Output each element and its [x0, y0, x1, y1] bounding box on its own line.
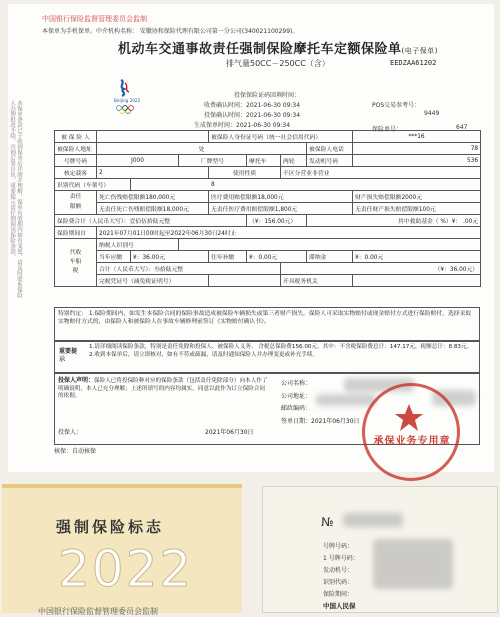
company-name: 公司名称：	[281, 380, 312, 387]
death-limit-noliab: 无责任死亡伤残赔偿限额18,000元	[97, 203, 209, 215]
policy-number: 647	[456, 124, 468, 131]
issue-time: 生成保单时间：2021-06-30 09:34	[194, 122, 291, 129]
tax-office-label: 开具税务机关	[281, 275, 353, 287]
brand-value: 摩托车	[247, 155, 281, 167]
insurance-mark-back	[262, 486, 498, 613]
bike-type: 两轮	[281, 155, 307, 167]
limit-label: 限额	[69, 203, 82, 210]
taxpayer-id-label: 纳税人识别号	[97, 239, 179, 251]
premium-total-amount: （¥：156.00元）	[247, 215, 307, 227]
liability-limit-label	[55, 191, 97, 215]
medical-limit: 医疗费用赔偿限额18,000元	[209, 191, 353, 203]
regulator-label: 中国银行保险监督管理委员会监制	[42, 15, 147, 23]
rescue-fund: 其中救助基金（ %）¥： .00元	[307, 215, 481, 227]
mark-period: 保险期间：	[323, 591, 354, 598]
phone-label: 被保险人电话	[307, 143, 353, 155]
insured-id-value: ***16	[353, 131, 481, 143]
period-value: 2021年07月01日00时起至2022年06月30日24时止	[97, 227, 481, 239]
current-tax-label: 当年应缴	[97, 251, 131, 263]
postcode: 邮政编码：	[281, 405, 312, 413]
mark-title: 强制保险标志	[56, 518, 165, 536]
mark-plate: 号牌号码：	[323, 543, 354, 550]
current-tax-value: ¥：36.00元	[131, 251, 209, 263]
star-icon	[394, 403, 424, 433]
redaction	[316, 394, 376, 406]
important-notice	[54, 341, 480, 373]
medical-limit-noliab: 无责任医疗费用赔偿限额1,800元	[209, 203, 353, 215]
engine-value: 536	[353, 155, 481, 167]
address-label: 被保险人地址	[55, 143, 97, 155]
plate-label: 号牌号码	[55, 155, 97, 167]
liability-label: 责任	[69, 194, 82, 201]
tax-office-value	[353, 275, 481, 287]
late-fee-label: 滞纳金	[307, 251, 353, 263]
policy-code: 9449	[424, 110, 440, 117]
intermediary-line: 本保单为手机保单。中介机构名称： 安徽协和保险代理有限公司第一分公司(340021100299)。	[42, 28, 299, 35]
tax-heading: 代收车船税	[55, 239, 97, 287]
notice-heading: 重要提示	[59, 348, 78, 364]
mark-plate-2: 1 号牌号码：	[323, 555, 359, 562]
verify-code-time: 投保保险证码回填时间：	[234, 92, 301, 99]
olympic-logo-icon	[112, 78, 141, 116]
policy-table	[54, 130, 481, 287]
policy-serial: EEDZAA61202	[390, 59, 437, 67]
underwriting: 核保：自动核保	[54, 448, 97, 455]
insure-time: 投保确认时间：2021-06-30 09:34	[204, 112, 301, 119]
taxpayer-id-value	[179, 239, 481, 251]
tax-cert-value	[209, 275, 281, 287]
tax-total-label: 合计（人民币大写）：叁拾陆元整	[97, 263, 281, 275]
property-limit-noliab: 无责任财产损失赔偿限额100元	[353, 203, 481, 215]
back-tax-label: 往年补缴	[209, 251, 247, 263]
back-tax-value: ¥：0.00元	[247, 251, 307, 263]
company-address: 公司地址：	[281, 392, 312, 400]
premium-total-label: 保险费合计（人民币大写）：壹佰伍拾陆元整	[55, 215, 247, 227]
insured-label: 被 保 险 人	[55, 131, 97, 143]
policy-title	[118, 38, 438, 57]
use-label: 使用性质	[209, 167, 281, 179]
policy-title-text: 机动车交通事故责任强制保险摩托车定额保险单	[118, 42, 402, 57]
brand-label: 厂牌型号	[179, 155, 247, 167]
policyholder-sign: 投保人：	[58, 429, 83, 436]
death-limit: 死亡伤残赔偿限额180,000元	[97, 191, 209, 203]
address-value: 处	[97, 143, 307, 155]
vin-value: 8	[131, 179, 481, 191]
insured-name	[97, 131, 209, 143]
use-value: 不区分营业非营业	[281, 167, 481, 179]
statement-date: 2021年06月30日	[205, 429, 254, 436]
tax-cert-label: 完税凭证号（减免税证明号）	[97, 275, 209, 287]
mark-engine: 发动机号：	[323, 567, 354, 574]
redaction	[373, 539, 453, 589]
e-policy-tag: (电子保单)	[401, 47, 438, 55]
property-limit: 财产损失赔偿限额2000元	[353, 191, 481, 203]
mark-regulator: 中国银行保险监督管理委员会监制	[38, 607, 158, 616]
seats-label: 核定载客	[55, 167, 97, 179]
statement-body: 保险人已将投保险种对应的保险条款（包括责任免除部分）向本人作了明确说明，本人已充分理解；上述所填写的内容均属实，同意以此作为订立保险合同的依据。	[58, 378, 268, 400]
mark-year: 2022	[58, 540, 194, 598]
late-fee-value: ¥：0.00元	[353, 251, 481, 263]
policy-number-label: 保险单号：	[372, 126, 403, 133]
engine-label: 发动机号码	[307, 155, 353, 167]
insured-id-label: 被保险人身份证号码（统一社会信用代码）	[209, 131, 353, 143]
tax-total-value: （¥：36.00元）	[281, 263, 481, 275]
redaction	[343, 513, 403, 527]
statement-heading: 投保人声明：	[58, 377, 95, 384]
plate-value: J000	[97, 155, 179, 167]
mark-number: №	[321, 515, 334, 529]
vin-label: 识别代码（车架号）	[55, 179, 131, 191]
phone-value: 78	[353, 143, 481, 155]
sign-date: 签单日期：2021年06月30日	[281, 417, 360, 425]
receipt-time: 收费确认时间：2021-06-30 09:34	[204, 102, 301, 109]
mark-vin: 识别代码：	[323, 579, 354, 586]
side-notice: 本保单条款已于收到保单后详阅并理解，保单有效期内如有变更，请及时联系保险人办理批改手续，否则后果自负。重要提示请仔细阅读保险条款。	[9, 100, 22, 298]
period-label: 保险期间自	[55, 227, 97, 239]
pos-reference: POS交易参考号：	[372, 102, 421, 109]
insurance-mark-card	[2, 484, 242, 616]
notice-body: 1.请详细阅读保险条款，特别是责任免除和投保人、被保险人义务。 含税总保险费156.00元，其中：不含税保险费总计：147.17元，税额总计：8.83元。 2.收到本保单后，请立即核对，如有不符或疏漏，请及时通知保险人并办理变更或补充手续。	[89, 344, 473, 358]
special-terms: 特别约定： 1.保险期间内，如发生本保险合同的保险事故造成被保险车辆损失或第三者财产损失，保险人可采取实物赔付或现金赔付方式进行保险赔付，选择采取实物赔付方式的，由保险人和被保险人在事故车辆修理前签订《实物赔付确认书》。	[54, 307, 480, 341]
mark-insurer: 中国人民保	[323, 602, 356, 610]
applicant-statement	[58, 377, 268, 401]
displacement-subtitle: 排气量50CC－250CC（含）	[226, 59, 330, 68]
seal-label: 承保业务专用章	[373, 436, 451, 447]
svg-text:Beijing 2022: Beijing 2022	[114, 98, 141, 103]
seats-value: 2	[97, 167, 209, 179]
